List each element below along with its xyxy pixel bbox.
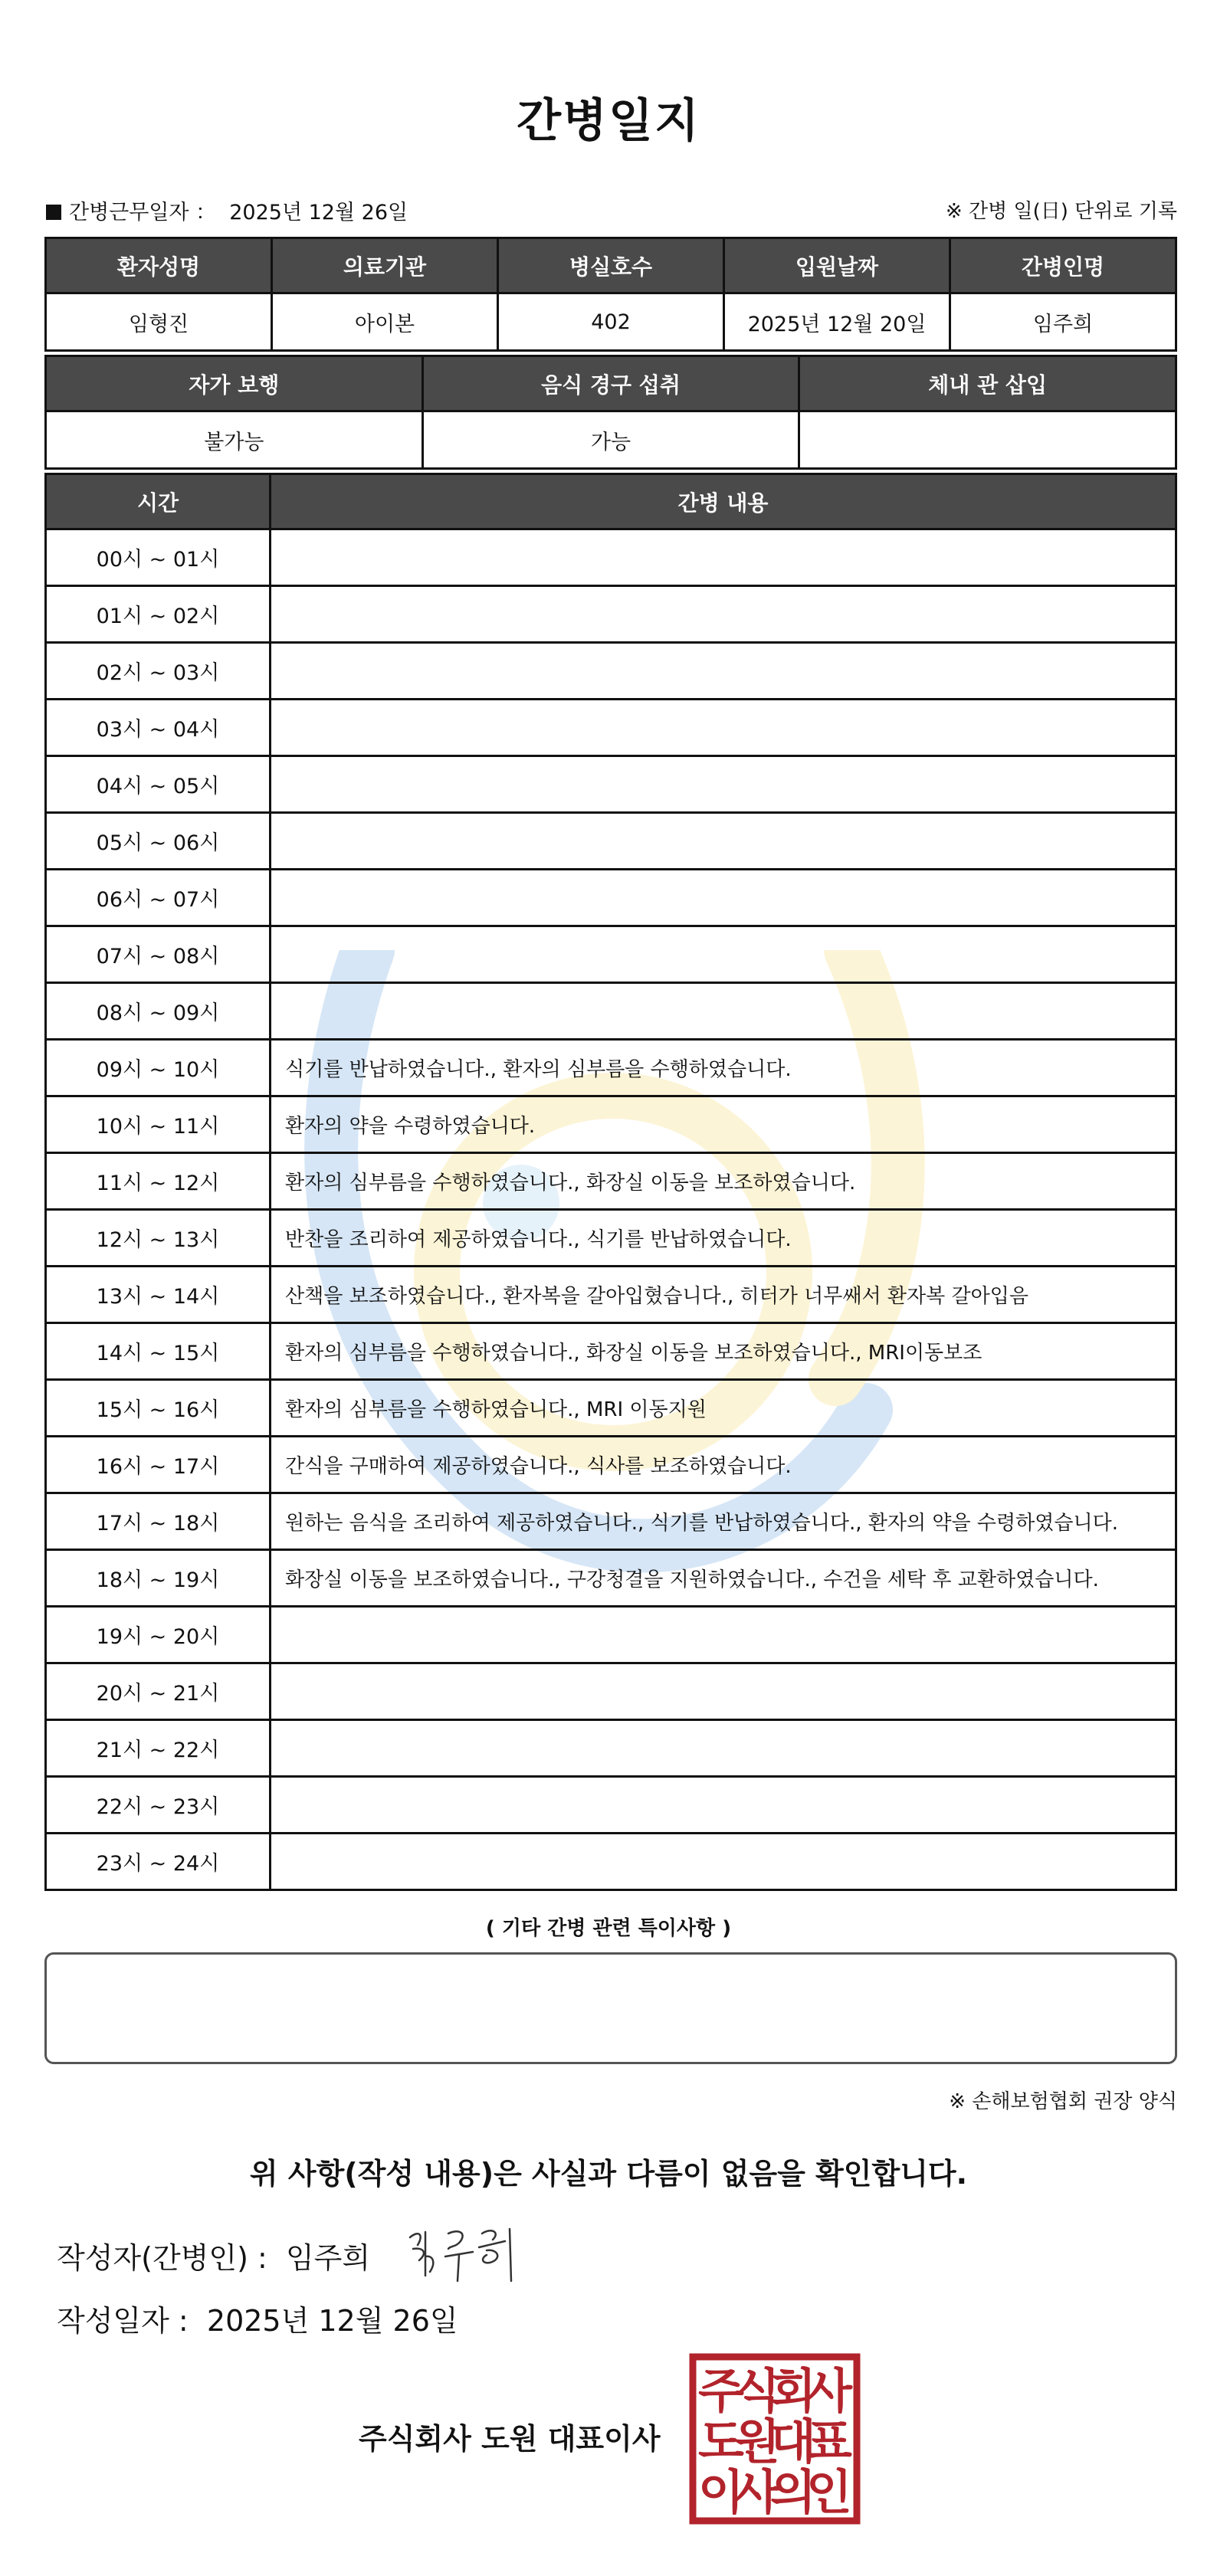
svg-text:인: 인 <box>806 2464 852 2520</box>
care-log-row <box>46 1323 1176 1380</box>
svg-text:주: 주 <box>698 2363 744 2419</box>
svg-text:회: 회 <box>770 2363 816 2419</box>
care-content: 반찬을 조리하여 제공하였습니다., 식기를 반납하였습니다. <box>271 1210 1176 1267</box>
time-slot: 00시 ~ 01시 <box>46 529 271 586</box>
written-date-label: 작성일자 : <box>57 2304 189 2338</box>
header-time: 시간 <box>46 474 271 529</box>
svg-text:표: 표 <box>806 2414 852 2469</box>
care-log-row <box>46 1096 1176 1153</box>
confirmation-statement: 위 사항(작성 내용)은 사실과 다름이 없음을 확인합니다. <box>249 2157 968 2191</box>
care-log-row <box>46 1210 1176 1267</box>
header-tube-insertion: 체내 관 삽입 <box>799 356 1176 411</box>
header-hospital: 의료기관 <box>272 238 498 293</box>
time-slot: 17시 ~ 18시 <box>46 1493 271 1550</box>
svg-text:이: 이 <box>698 2464 744 2520</box>
care-log-row <box>46 870 1176 926</box>
time-slot: 09시 ~ 10시 <box>46 1040 271 1096</box>
care-log-row <box>46 1720 1176 1777</box>
care-content <box>271 643 1176 700</box>
care-content <box>271 700 1176 756</box>
writer-label: 작성자(간병인) : <box>57 2241 267 2275</box>
care-content <box>271 926 1176 983</box>
care-log-row <box>46 1663 1176 1720</box>
special-notes-title: ( 기타 간병 관련 특이사항 ) <box>485 1917 732 1940</box>
time-slot: 02시 ~ 03시 <box>46 643 271 700</box>
handwritten-signature <box>402 2218 517 2287</box>
care-content: 환자의 심부름을 수행하였습니다., 화장실 이동을 보조하였습니다., MRI이동보조 <box>271 1323 1176 1380</box>
writer-line <box>57 2234 370 2276</box>
care-content <box>271 756 1176 813</box>
care-content <box>271 1777 1176 1834</box>
care-log-row <box>46 1607 1176 1663</box>
care-content: 환자의 심부름을 수행하였습니다., MRI 이동지원 <box>271 1380 1176 1437</box>
care-content <box>271 870 1176 926</box>
care-log-row <box>46 1437 1176 1493</box>
care-content: 화장실 이동을 보조하였습니다., 구강청결을 지원하였습니다., 수건을 세탁 후 교환하였습니다. <box>271 1550 1176 1607</box>
time-slot: 13시 ~ 14시 <box>46 1267 271 1323</box>
care-log-row <box>46 700 1176 756</box>
record-note: ※ 간병 일(日) 단위로 기록 <box>945 200 1177 223</box>
time-slot: 04시 ~ 05시 <box>46 756 271 813</box>
care-log-row <box>46 643 1176 700</box>
time-slot: 08시 ~ 09시 <box>46 983 271 1040</box>
condition-value-row <box>46 411 1176 469</box>
care-content <box>271 983 1176 1040</box>
care-content: 식기를 반납하였습니다., 환자의 심부름을 수행하였습니다. <box>271 1040 1176 1096</box>
recommend-note: ※ 손해보험협회 권장 양식 <box>949 2090 1177 2113</box>
patient-info-value-row <box>46 293 1176 351</box>
care-log-row <box>46 1153 1176 1210</box>
square-bullet-icon <box>46 205 61 220</box>
time-slot: 11시 ~ 12시 <box>46 1153 271 1210</box>
care-content <box>271 529 1176 586</box>
care-content: 산책을 보조하였습니다., 환자복을 갈아입혔습니다., 히터가 너무쌔서 환자복 갈아입음 <box>271 1267 1176 1323</box>
patient-info-table <box>44 237 1177 352</box>
company-seal-stamp <box>688 2352 861 2525</box>
writer-name: 임주희 <box>285 2241 371 2275</box>
time-slot: 20시 ~ 21시 <box>46 1663 271 1720</box>
care-log-row <box>46 586 1176 643</box>
time-slot: 10시 ~ 11시 <box>46 1096 271 1153</box>
header-admission-date: 입원날짜 <box>724 238 950 293</box>
time-slot: 22시 ~ 23시 <box>46 1777 271 1834</box>
care-content <box>271 586 1176 643</box>
care-log-row <box>46 1550 1176 1607</box>
care-log-row <box>46 983 1176 1040</box>
time-slot: 21시 ~ 22시 <box>46 1720 271 1777</box>
work-date-label: 간병근무일자 ： <box>69 201 217 224</box>
care-log-row <box>46 529 1176 586</box>
care-content <box>271 1720 1176 1777</box>
care-log-row <box>46 1493 1176 1550</box>
time-slot: 05시 ~ 06시 <box>46 813 271 870</box>
care-content <box>271 1607 1176 1663</box>
care-content <box>271 1834 1176 1890</box>
svg-text:도: 도 <box>698 2414 744 2469</box>
svg-text:식: 식 <box>734 2363 780 2419</box>
time-slot: 06시 ~ 07시 <box>46 870 271 926</box>
time-slot: 03시 ~ 04시 <box>46 700 271 756</box>
care-log-header-row <box>46 474 1176 529</box>
time-slot: 15시 ~ 16시 <box>46 1380 271 1437</box>
company-representative: 주식회사 도원 대표이사 <box>359 2422 661 2456</box>
care-log-row <box>46 926 1176 983</box>
care-log-row <box>46 1267 1176 1323</box>
page-title: 간병일지 <box>517 94 700 148</box>
written-date-value: 2025년 12월 26일 <box>206 2304 458 2338</box>
care-content <box>271 1663 1176 1720</box>
care-log-row <box>46 1040 1176 1096</box>
care-log-body <box>46 529 1176 1890</box>
time-slot: 19시 ~ 20시 <box>46 1607 271 1663</box>
header-patient-name: 환자성명 <box>46 238 272 293</box>
oral-intake: 가능 <box>422 411 799 469</box>
header-room: 병실호수 <box>498 238 724 293</box>
header-self-walking: 자가 보행 <box>46 356 423 411</box>
care-content: 간식을 구매하여 제공하였습니다., 식사를 보조하였습니다. <box>271 1437 1176 1493</box>
care-log-row <box>46 756 1176 813</box>
care-content: 환자의 약을 수령하였습니다. <box>271 1096 1176 1153</box>
time-slot: 01시 ~ 02시 <box>46 586 271 643</box>
svg-text:사: 사 <box>734 2464 780 2520</box>
time-slot: 18시 ~ 19시 <box>46 1550 271 1607</box>
condition-header-row <box>46 356 1176 411</box>
care-log-row <box>46 813 1176 870</box>
room-number: 402 <box>498 293 724 351</box>
patient-info-header-row <box>46 238 1176 293</box>
care-content <box>271 813 1176 870</box>
hospital: 아이본 <box>272 293 498 351</box>
care-log-row <box>46 1777 1176 1834</box>
work-date <box>46 195 408 225</box>
patient-condition-table <box>44 355 1177 470</box>
care-content: 환자의 심부름을 수행하였습니다., 화장실 이동을 보조하였습니다. <box>271 1153 1176 1210</box>
svg-text:대: 대 <box>770 2414 816 2469</box>
caregiver-name: 임주희 <box>950 293 1176 351</box>
work-date-value: 2025년 12월 26일 <box>229 201 408 224</box>
time-slot: 14시 ~ 15시 <box>46 1323 271 1380</box>
svg-text:사: 사 <box>806 2363 852 2419</box>
written-date-line <box>57 2297 458 2339</box>
time-slot: 12시 ~ 13시 <box>46 1210 271 1267</box>
care-log-row <box>46 1834 1176 1890</box>
time-slot: 16시 ~ 17시 <box>46 1437 271 1493</box>
care-log-table <box>44 473 1177 1891</box>
care-log-row <box>46 1380 1176 1437</box>
header-care-content: 간병 내용 <box>271 474 1176 529</box>
self-walking: 불가능 <box>46 411 423 469</box>
patient-name: 임형진 <box>46 293 272 351</box>
special-notes-box <box>44 1952 1177 2064</box>
svg-text:원: 원 <box>734 2414 780 2469</box>
care-content: 원하는 음식을 조리하여 제공하였습니다., 식기를 반납하였습니다., 환자의 약을 수령하였습니다. <box>271 1493 1176 1550</box>
time-slot: 23시 ~ 24시 <box>46 1834 271 1890</box>
admission-date: 2025년 12월 20일 <box>724 293 950 351</box>
svg-text:의: 의 <box>770 2464 816 2520</box>
tube-insertion <box>799 411 1176 469</box>
time-slot: 07시 ~ 08시 <box>46 926 271 983</box>
header-oral-intake: 음식 경구 섭취 <box>422 356 799 411</box>
header-caregiver-name: 간병인명 <box>950 238 1176 293</box>
